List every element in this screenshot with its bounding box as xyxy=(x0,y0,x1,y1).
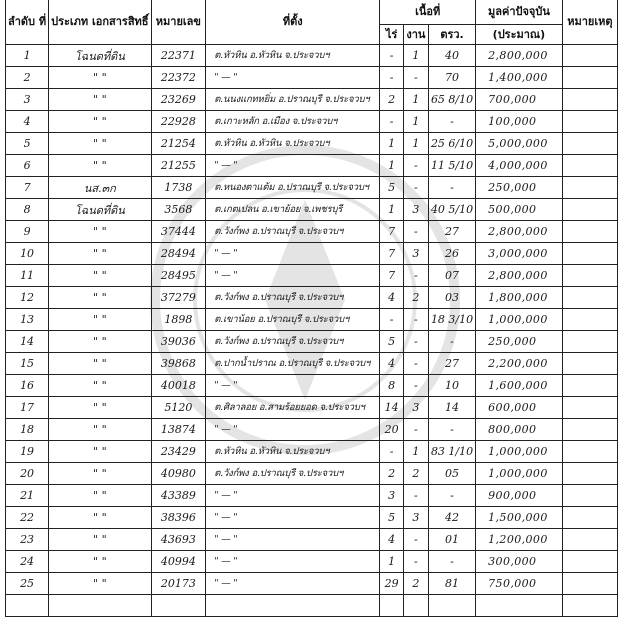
row-ngan: 1 xyxy=(403,89,428,111)
row-rai: 5 xyxy=(380,331,404,353)
row-doc-type: นส.๓ก xyxy=(49,177,151,199)
row-value: 3,000,000 xyxy=(476,243,563,265)
row-remark xyxy=(562,529,617,551)
row-wa: 01 xyxy=(428,529,475,551)
row-value: 250,000 xyxy=(476,177,563,199)
row-doc-no: 43389 xyxy=(151,485,206,507)
row-doc-no: 20173 xyxy=(151,573,206,595)
row-rai: 14 xyxy=(380,397,404,419)
header-ngan: งาน xyxy=(403,25,428,45)
row-remark xyxy=(562,111,617,133)
row-location: ต.เกตเปลน อ.เขาย้อย จ.เพชรบุรี xyxy=(206,199,380,221)
row-doc-no: 23429 xyxy=(151,441,206,463)
row-ngan: - xyxy=(403,375,428,397)
table-row xyxy=(6,397,618,419)
row-ngan: - xyxy=(403,221,428,243)
row-wa: 65 8/10 xyxy=(428,89,475,111)
row-no: 12 xyxy=(6,287,49,309)
row-location: ต.หัวหิน อ.หัวหิน จ.ประจวบฯ xyxy=(206,441,380,463)
row-remark xyxy=(562,133,617,155)
row-remark xyxy=(562,375,617,397)
row-no: 6 xyxy=(6,155,49,177)
row-rai: 7 xyxy=(380,265,404,287)
row-doc-type: " " xyxy=(49,287,151,309)
header-no: ลำดับ ที่ xyxy=(6,0,49,45)
row-ngan: - xyxy=(403,155,428,177)
row-wa: - xyxy=(428,485,475,507)
row-ngan: - xyxy=(403,265,428,287)
table-row xyxy=(6,463,618,485)
row-remark xyxy=(562,309,617,331)
row-no: 17 xyxy=(6,397,49,419)
blank-cell xyxy=(562,595,617,617)
blank-cell xyxy=(49,595,151,617)
row-doc-type: " " xyxy=(49,375,151,397)
row-ngan: 1 xyxy=(403,111,428,133)
row-no: 23 xyxy=(6,529,49,551)
row-remark xyxy=(562,45,617,67)
row-doc-no: 39036 xyxy=(151,331,206,353)
row-remark xyxy=(562,573,617,595)
row-doc-type: " " xyxy=(49,133,151,155)
row-remark xyxy=(562,287,617,309)
row-rai: 7 xyxy=(380,243,404,265)
row-location: " — " xyxy=(206,243,380,265)
row-doc-type: " " xyxy=(49,419,151,441)
row-value: 2,800,000 xyxy=(476,265,563,287)
row-doc-type: " " xyxy=(49,463,151,485)
row-doc-type: " " xyxy=(49,111,151,133)
row-wa: 40 xyxy=(428,45,475,67)
row-rai: 4 xyxy=(380,353,404,375)
row-location: " — " xyxy=(206,529,380,551)
row-wa: 10 xyxy=(428,375,475,397)
row-doc-no: 40018 xyxy=(151,375,206,397)
row-doc-type: " " xyxy=(49,441,151,463)
table-row xyxy=(6,551,618,573)
row-doc-no: 5120 xyxy=(151,397,206,419)
row-value: 1,200,000 xyxy=(476,529,563,551)
row-doc-type: " " xyxy=(49,243,151,265)
row-ngan: - xyxy=(403,67,428,89)
blank-cell xyxy=(428,595,475,617)
row-rai: - xyxy=(380,67,404,89)
row-ngan: - xyxy=(403,551,428,573)
row-location: " — " xyxy=(206,507,380,529)
row-ngan: 2 xyxy=(403,573,428,595)
row-rai: 1 xyxy=(380,551,404,573)
header-value: มูลค่าปัจจุบัน xyxy=(476,0,563,25)
row-doc-no: 13874 xyxy=(151,419,206,441)
table-row xyxy=(6,375,618,397)
row-rai: 20 xyxy=(380,419,404,441)
row-rai: - xyxy=(380,111,404,133)
table-row xyxy=(6,265,618,287)
table-row xyxy=(6,133,618,155)
row-doc-no: 37444 xyxy=(151,221,206,243)
row-wa: - xyxy=(428,551,475,573)
row-location: ต.ศิลาลอย อ.สามร้อยยอด จ.ประจวบฯ xyxy=(206,397,380,419)
row-value: 1,400,000 xyxy=(476,67,563,89)
row-ngan: - xyxy=(403,309,428,331)
blank-cell xyxy=(6,595,49,617)
row-remark xyxy=(562,265,617,287)
row-rai: 2 xyxy=(380,463,404,485)
row-wa: 03 xyxy=(428,287,475,309)
row-value: 1,000,000 xyxy=(476,309,563,331)
row-doc-no: 22928 xyxy=(151,111,206,133)
table-row-blank xyxy=(6,595,618,617)
row-wa: - xyxy=(428,177,475,199)
table-row xyxy=(6,485,618,507)
row-wa: 40 5/10 xyxy=(428,199,475,221)
table-row xyxy=(6,441,618,463)
row-ngan: - xyxy=(403,353,428,375)
row-ngan: - xyxy=(403,177,428,199)
header-value-sub: (ประมาณ) xyxy=(476,25,563,45)
row-value: 1,500,000 xyxy=(476,507,563,529)
row-no: 14 xyxy=(6,331,49,353)
row-value: 5,000,000 xyxy=(476,133,563,155)
row-value: 2,800,000 xyxy=(476,45,563,67)
row-doc-type: " " xyxy=(49,67,151,89)
row-rai: 1 xyxy=(380,133,404,155)
row-remark xyxy=(562,419,617,441)
row-wa: 81 xyxy=(428,573,475,595)
row-rai: 1 xyxy=(380,155,404,177)
row-wa: - xyxy=(428,111,475,133)
row-doc-no: 37279 xyxy=(151,287,206,309)
row-value: 250,000 xyxy=(476,331,563,353)
row-doc-no: 38396 xyxy=(151,507,206,529)
row-location: " — " xyxy=(206,67,380,89)
row-no: 20 xyxy=(6,463,49,485)
row-remark xyxy=(562,353,617,375)
row-rai: - xyxy=(380,45,404,67)
row-doc-type: " " xyxy=(49,221,151,243)
table-row xyxy=(6,67,618,89)
row-value: 600,000 xyxy=(476,397,563,419)
row-no: 18 xyxy=(6,419,49,441)
row-no: 8 xyxy=(6,199,49,221)
row-location: ต.หัวหิน อ.หัวหิน จ.ประจวบฯ xyxy=(206,45,380,67)
row-ngan: - xyxy=(403,331,428,353)
row-value: 100,000 xyxy=(476,111,563,133)
row-doc-type: " " xyxy=(49,507,151,529)
row-remark xyxy=(562,397,617,419)
row-rai: 5 xyxy=(380,507,404,529)
row-remark xyxy=(562,89,617,111)
row-remark xyxy=(562,485,617,507)
row-location: " — " xyxy=(206,375,380,397)
row-remark xyxy=(562,221,617,243)
row-doc-type: " " xyxy=(49,397,151,419)
row-location: ต.นนงแกทหยิ่ม อ.ปราณบุรี จ.ประจวบฯ xyxy=(206,89,380,111)
row-remark xyxy=(562,199,617,221)
row-value: 2,200,000 xyxy=(476,353,563,375)
row-doc-type: " " xyxy=(49,353,151,375)
row-no: 1 xyxy=(6,45,49,67)
row-ngan: - xyxy=(403,419,428,441)
header-rai: ไร่ xyxy=(380,25,404,45)
table-row xyxy=(6,45,618,67)
row-wa: 11 5/10 xyxy=(428,155,475,177)
row-no: 11 xyxy=(6,265,49,287)
row-wa: 14 xyxy=(428,397,475,419)
row-no: 16 xyxy=(6,375,49,397)
row-doc-no: 22371 xyxy=(151,45,206,67)
blank-cell xyxy=(206,595,380,617)
row-remark xyxy=(562,551,617,573)
row-doc-type: " " xyxy=(49,89,151,111)
row-location: " — " xyxy=(206,551,380,573)
row-ngan: 2 xyxy=(403,287,428,309)
row-ngan: 1 xyxy=(403,441,428,463)
table-body xyxy=(6,45,618,617)
row-location: ต.วังก์พง อ.ปราณบุรี จ.ประจวบฯ xyxy=(206,221,380,243)
row-remark xyxy=(562,507,617,529)
row-value: 1,600,000 xyxy=(476,375,563,397)
table-row xyxy=(6,243,618,265)
row-location: " — " xyxy=(206,573,380,595)
row-location: ต.วังก์พง อ.ปราณบุรี จ.ประจวบฯ xyxy=(206,463,380,485)
header-remark: หมายเหตุ xyxy=(562,0,617,45)
row-rai: 2 xyxy=(380,89,404,111)
row-no: 4 xyxy=(6,111,49,133)
table-row xyxy=(6,529,618,551)
row-remark xyxy=(562,155,617,177)
row-location: ต.ปากน้ำปราณ อ.ปราณบุรี จ.ประจวบฯ xyxy=(206,353,380,375)
row-wa: 27 xyxy=(428,221,475,243)
row-location: " — " xyxy=(206,265,380,287)
header-area: เนื้อที่ xyxy=(380,0,476,25)
row-ngan: 3 xyxy=(403,397,428,419)
row-wa: 27 xyxy=(428,353,475,375)
row-location: " — " xyxy=(206,419,380,441)
row-value: 1,800,000 xyxy=(476,287,563,309)
header-wa: ตรว. xyxy=(428,25,475,45)
row-value: 1,000,000 xyxy=(476,441,563,463)
row-doc-no: 40980 xyxy=(151,463,206,485)
table-row xyxy=(6,309,618,331)
table-row xyxy=(6,89,618,111)
row-doc-no: 1898 xyxy=(151,309,206,331)
row-rai: 8 xyxy=(380,375,404,397)
row-no: 13 xyxy=(6,309,49,331)
row-doc-type: " " xyxy=(49,155,151,177)
row-doc-no: 28494 xyxy=(151,243,206,265)
row-wa: - xyxy=(428,331,475,353)
row-ngan: 2 xyxy=(403,463,428,485)
row-ngan: - xyxy=(403,485,428,507)
row-no: 2 xyxy=(6,67,49,89)
row-remark xyxy=(562,243,617,265)
row-doc-no: 22372 xyxy=(151,67,206,89)
row-ngan: 1 xyxy=(403,133,428,155)
row-location: ต.เกาะหลัก อ.เมือง จ.ประจวบฯ xyxy=(206,111,380,133)
row-no: 25 xyxy=(6,573,49,595)
row-wa: 26 xyxy=(428,243,475,265)
blank-cell xyxy=(403,595,428,617)
row-wa: 70 xyxy=(428,67,475,89)
land-table xyxy=(5,0,618,617)
row-rai: 4 xyxy=(380,529,404,551)
table-row xyxy=(6,287,618,309)
row-rai: 7 xyxy=(380,221,404,243)
row-wa: 05 xyxy=(428,463,475,485)
table-row xyxy=(6,331,618,353)
row-rai: 29 xyxy=(380,573,404,595)
table-row xyxy=(6,221,618,243)
row-rai: 1 xyxy=(380,199,404,221)
row-value: 2,800,000 xyxy=(476,221,563,243)
row-wa: 83 1/10 xyxy=(428,441,475,463)
row-doc-type: โฉนดที่ดิน xyxy=(49,199,151,221)
table-row xyxy=(6,353,618,375)
row-ngan: 3 xyxy=(403,507,428,529)
blank-cell xyxy=(151,595,206,617)
row-doc-type: " " xyxy=(49,529,151,551)
row-rai: - xyxy=(380,441,404,463)
row-value: 750,000 xyxy=(476,573,563,595)
row-doc-type: โฉนดที่ดิน xyxy=(49,45,151,67)
row-location: ต.วังก์พง อ.ปราณบุรี จ.ประจวบฯ xyxy=(206,331,380,353)
row-doc-no: 40994 xyxy=(151,551,206,573)
row-doc-no: 1738 xyxy=(151,177,206,199)
row-no: 3 xyxy=(6,89,49,111)
blank-cell xyxy=(380,595,404,617)
row-ngan: 1 xyxy=(403,45,428,67)
row-location: ต.หัวหิน อ.หัวหิน จ.ประจวบฯ xyxy=(206,133,380,155)
table-row xyxy=(6,419,618,441)
row-doc-type: " " xyxy=(49,331,151,353)
row-no: 19 xyxy=(6,441,49,463)
row-wa: 25 6/10 xyxy=(428,133,475,155)
row-rai: 3 xyxy=(380,485,404,507)
row-wa: 07 xyxy=(428,265,475,287)
row-doc-type: " " xyxy=(49,573,151,595)
header-doc-no: หมายเลข xyxy=(151,0,206,45)
row-value: 800,000 xyxy=(476,419,563,441)
row-no: 5 xyxy=(6,133,49,155)
table-row xyxy=(6,199,618,221)
table-row xyxy=(6,111,618,133)
row-doc-type: " " xyxy=(49,309,151,331)
row-wa: 18 3/10 xyxy=(428,309,475,331)
row-value: 4,000,000 xyxy=(476,155,563,177)
row-rai: 5 xyxy=(380,177,404,199)
row-wa: 42 xyxy=(428,507,475,529)
row-doc-no: 21255 xyxy=(151,155,206,177)
row-doc-no: 21254 xyxy=(151,133,206,155)
row-ngan: - xyxy=(403,529,428,551)
row-remark xyxy=(562,331,617,353)
row-doc-no: 43693 xyxy=(151,529,206,551)
row-no: 22 xyxy=(6,507,49,529)
row-remark xyxy=(562,67,617,89)
header-location: ที่ตั้ง xyxy=(206,0,380,45)
row-location: " — " xyxy=(206,485,380,507)
row-value: 500,000 xyxy=(476,199,563,221)
table-row xyxy=(6,573,618,595)
row-no: 24 xyxy=(6,551,49,573)
row-rai: 4 xyxy=(380,287,404,309)
row-ngan: 3 xyxy=(403,199,428,221)
row-value: 900,000 xyxy=(476,485,563,507)
row-remark xyxy=(562,441,617,463)
table-row xyxy=(6,507,618,529)
row-doc-no: 3568 xyxy=(151,199,206,221)
row-value: 700,000 xyxy=(476,89,563,111)
row-doc-type: " " xyxy=(49,551,151,573)
table-row xyxy=(6,177,618,199)
row-doc-type: " " xyxy=(49,485,151,507)
row-doc-no: 39868 xyxy=(151,353,206,375)
row-doc-no: 23269 xyxy=(151,89,206,111)
row-doc-type: " " xyxy=(49,265,151,287)
table-row xyxy=(6,155,618,177)
row-value: 300,000 xyxy=(476,551,563,573)
row-no: 21 xyxy=(6,485,49,507)
row-no: 10 xyxy=(6,243,49,265)
row-rai: - xyxy=(380,309,404,331)
row-remark xyxy=(562,177,617,199)
row-location: ต.หนองตาแต้ม อ.ปราณบุรี จ.ประจวบฯ xyxy=(206,177,380,199)
row-location: ต.เขาน้อย อ.ปราณบุรี จ.ประจวบฯ xyxy=(206,309,380,331)
row-doc-no: 28495 xyxy=(151,265,206,287)
row-no: 15 xyxy=(6,353,49,375)
row-value: 1,000,000 xyxy=(476,463,563,485)
row-location: " — " xyxy=(206,155,380,177)
row-no: 7 xyxy=(6,177,49,199)
header-doc-type: ประเภท เอกสารสิทธิ์ xyxy=(49,0,151,45)
row-remark xyxy=(562,463,617,485)
row-wa: - xyxy=(428,419,475,441)
row-location: ต.วังก์พง อ.ปราณบุรี จ.ประจวบฯ xyxy=(206,287,380,309)
row-no: 9 xyxy=(6,221,49,243)
blank-cell xyxy=(476,595,563,617)
row-ngan: 3 xyxy=(403,243,428,265)
